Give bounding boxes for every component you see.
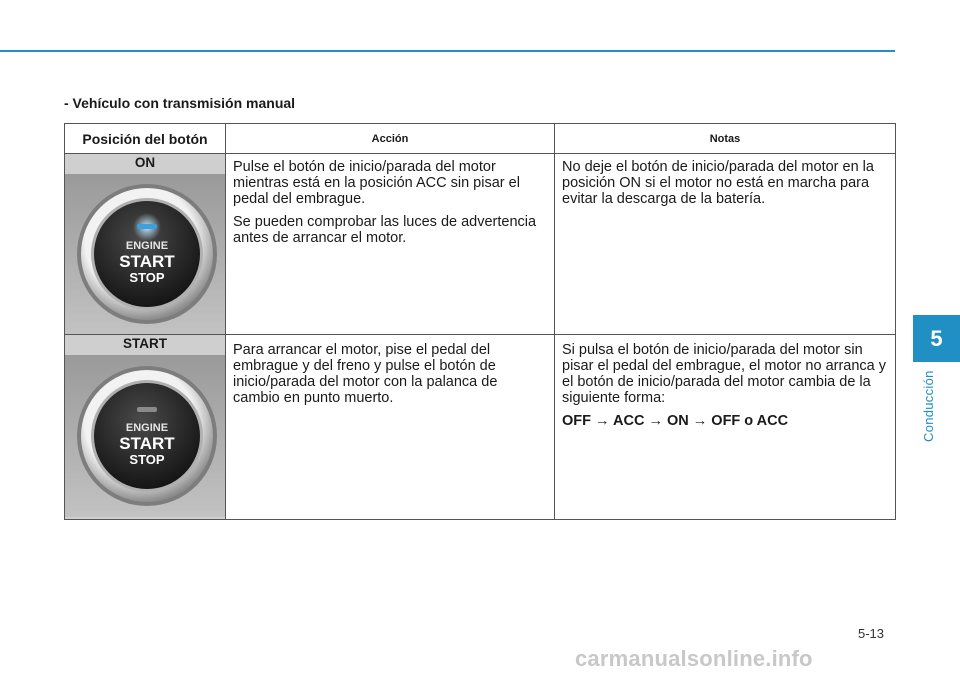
- action-cell: [226, 335, 555, 520]
- table-row: [65, 335, 896, 520]
- position-label: START: [123, 336, 167, 351]
- chapter-tab: 5: [913, 315, 960, 362]
- notes-paragraph: Si pulsa el botón de inicio/parada del motor sin pisar el pedal del embrague, el motor no arranca y el botón de inicio/parada del motor cambia de la siguiente forma:: [562, 342, 887, 406]
- position-cell: [65, 335, 226, 520]
- action-paragraph: Pulse el botón de inicio/parada del motor mientras está en la posición ACC sin pisar el pedal del embrague.: [233, 159, 520, 207]
- top-rule: [0, 50, 895, 52]
- engine-start-stop-button-off-image: [65, 355, 225, 517]
- header-action: Acción: [226, 124, 555, 154]
- status-indicator-off: [137, 407, 157, 412]
- engine-start-stop-button-on-image: [65, 174, 225, 334]
- action-paragraph: Para arrancar el motor, pise el pedal del embrague y del freno y pulse el botón de inicio/parada del motor con la palanca de cambio en punto muerto.: [233, 342, 498, 406]
- watermark: carmanualsonline.info: [575, 646, 813, 671]
- action-paragraph: Se pueden comprobar las luces de advertencia antes de arrancar el motor.: [233, 214, 537, 246]
- notes-paragraph: No deje el botón de inicio/parada del motor en la posición ON si el motor no está en marcha para evitar la descarga de la batería.: [562, 159, 874, 207]
- sequence-text: OFF → ACC → ON → OFF o ACC: [562, 413, 789, 429]
- button-text-start: START: [119, 434, 175, 453]
- header-notes: Notas: [555, 124, 896, 154]
- button-text-engine: ENGINE: [125, 422, 169, 434]
- status-indicator-on: [137, 224, 157, 229]
- position-cell: [65, 154, 226, 335]
- notes-cell: [555, 154, 896, 335]
- header-position: Posición del botón: [65, 124, 226, 154]
- button-text-start: START: [119, 252, 175, 271]
- button-text-stop: STOP: [129, 270, 165, 285]
- page-number: 5-13: [858, 626, 885, 641]
- button-text-stop: STOP: [129, 452, 165, 467]
- section-title: - Vehículo con transmisión manual: [64, 95, 296, 111]
- action-cell: [226, 154, 555, 335]
- button-text-engine: ENGINE: [125, 240, 169, 252]
- chapter-label: Conducción: [921, 370, 936, 442]
- table-row: [65, 154, 896, 335]
- start-button-table: [64, 123, 896, 520]
- position-label: ON: [134, 155, 156, 170]
- table-header-row: [65, 124, 896, 154]
- notes-cell: [555, 335, 896, 520]
